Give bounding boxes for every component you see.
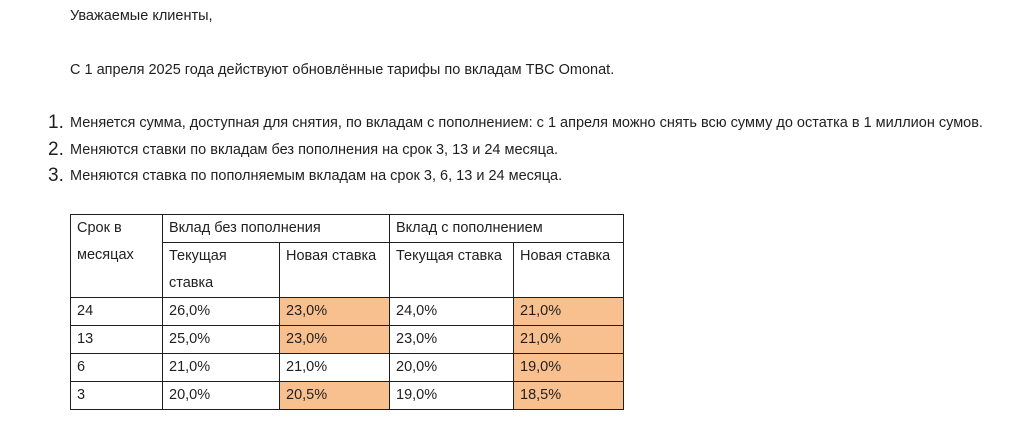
list-number: 3. (48, 165, 64, 186)
new-rate-cell: 20,5% (280, 382, 390, 410)
rates-table (70, 214, 624, 410)
term-cell: 6 (71, 354, 163, 382)
new-rate-cell: 19,0% (514, 354, 624, 382)
rate-cell: 23,0% (390, 326, 514, 354)
list-item (48, 110, 983, 137)
new-rate-cell: 23,0% (280, 326, 390, 354)
rate-cell: 19,0% (390, 382, 514, 410)
new-rate-header: Новая ставка (514, 243, 624, 298)
group-header-topup: Вклад с пополнением (390, 215, 624, 243)
list-item (48, 137, 983, 164)
table-row (71, 382, 624, 410)
term-cell: 24 (71, 298, 163, 326)
term-header: Срок в месяцах (71, 215, 163, 298)
rate-cell: 20,0% (163, 382, 280, 410)
term-cell: 13 (71, 326, 163, 354)
list-item (48, 163, 983, 190)
list-item-text: Меняется сумма, доступная для снятия, по вкладам с пополнением: с 1 апреля можно снять всю сумму до остатка в 1 миллион сумов. (70, 115, 983, 131)
new-rate-cell: 18,5% (514, 382, 624, 410)
rate-cell: 25,0% (163, 326, 280, 354)
changes-list (48, 110, 983, 190)
current-rate-header: Текущая ставка (163, 243, 280, 298)
rate-cell: 21,0% (280, 354, 390, 382)
rate-cell: 26,0% (163, 298, 280, 326)
group-header-no-topup: Вклад без пополнения (163, 215, 390, 243)
table-row (71, 326, 624, 354)
intro-paragraph: С 1 апреля 2025 года действуют обновлённые тарифы по вкладам TBC Omonat. (70, 62, 615, 78)
list-number: 2. (48, 138, 64, 160)
table-header-row (71, 215, 624, 243)
rate-cell: 24,0% (390, 298, 514, 326)
list-item-text: Меняются ставки по вкладам без пополнения на срок 3, 13 и 24 месяца. (70, 141, 559, 158)
new-rate-cell: 21,0% (514, 298, 624, 326)
new-rate-header: Новая ставка (280, 243, 390, 298)
term-cell: 3 (71, 382, 163, 410)
table-row (71, 298, 624, 326)
new-rate-cell: 21,0% (514, 326, 624, 354)
rate-cell: 21,0% (163, 354, 280, 382)
list-item-text: Меняются ставка по пополняемым вкладам на срок 3, 6, 13 и 24 месяца. (70, 168, 563, 184)
greeting: Уважаемые клиенты, (70, 8, 213, 24)
table-row (71, 354, 624, 382)
rate-cell: 20,0% (390, 354, 514, 382)
list-number: 1. (48, 112, 64, 133)
new-rate-cell: 23,0% (280, 298, 390, 326)
current-rate-header: Текущая ставка (390, 243, 514, 298)
